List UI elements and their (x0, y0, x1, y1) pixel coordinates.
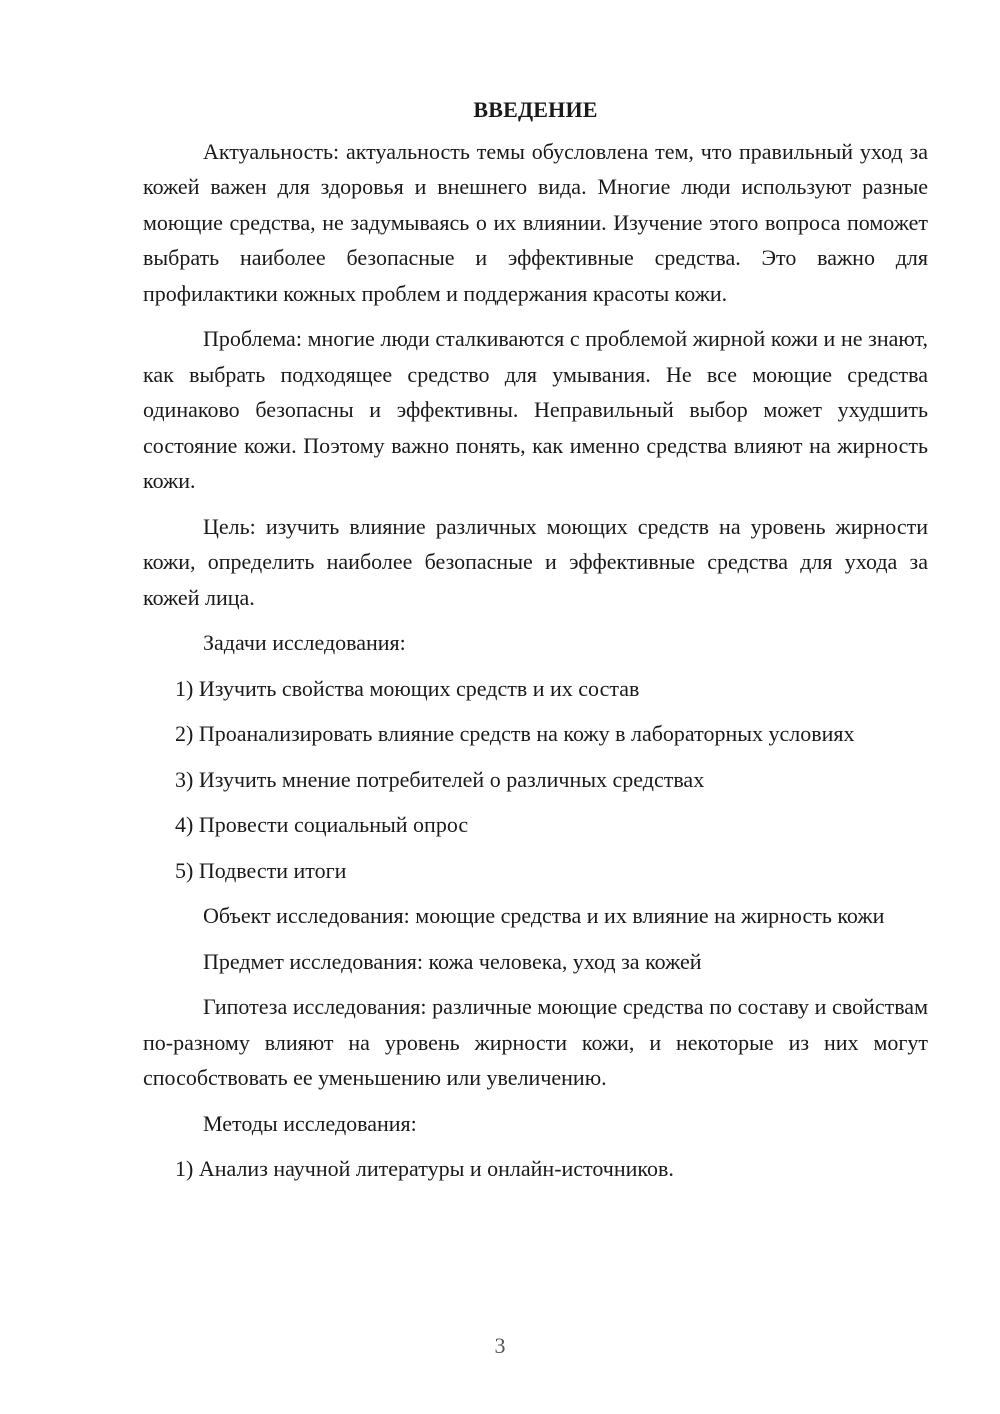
paragraph-problem: Проблема: многие люди сталкиваются с проблемой жирной кожи и не знают, как выбрать подходящее средство для умывания. Не все моющие средства одинаково безопасны и эффективны. Неправильный выбор может ухудшить состояние кожи. Поэтому важно понять, как именно средства влияют на жирность кожи. (143, 326, 928, 493)
paragraph-object: Объект исследования: моющие средства и их влияние на жирность кожи (203, 903, 885, 928)
paragraph-subject: Предмет исследования: кожа человека, уход за кожей (203, 948, 702, 974)
document-page (143, 92, 928, 1197)
task-item: 2) Проанализировать влияние средств на кожу в лабораторных условиях (175, 721, 855, 746)
task-item: 1) Изучить свойства моющих средств и их состав (175, 675, 640, 701)
paragraph-hypothesis: Гипотеза исследования: различные моющие средства по составу и свойствам по-разному влияют на уровень жирности кожи, и некоторые из них могут способствовать ее уменьшению или увеличению. (143, 994, 928, 1090)
paragraph-relevance: Актуальность: актуальность темы обусловлена тем, что правильный уход за кожей важен для здоровья и внешнего вида. Многие люди используют разные моющие средства, не задумываясь о их влиянии. Изучение этого вопроса поможет выбрать наиболее безопасные и эффективные средства. Это важно для профилактики кожных проблем и поддержания красоты кожи. (143, 138, 928, 306)
page-number: 3 (494, 1333, 506, 1358)
task-item: 3) Изучить мнение потребителей о различных средствах (175, 766, 705, 792)
method-item: 1) Анализ научной литературы и онлайн-источников. (175, 1156, 674, 1181)
section-title: ВВЕДЕНИЕ (473, 97, 598, 122)
methods-heading: Методы исследования: (203, 1110, 417, 1136)
task-item: 4) Провести социальный опрос (175, 812, 469, 837)
paragraph-goal: Цель: изучить влияние различных моющих средств на уровень жирности кожи, определить наиболее безопасные и эффективные средства для ухода за кожей лица. (143, 513, 928, 610)
tasks-heading: Задачи исследования: (203, 630, 406, 655)
task-item: 5) Подвести итоги (175, 857, 347, 883)
